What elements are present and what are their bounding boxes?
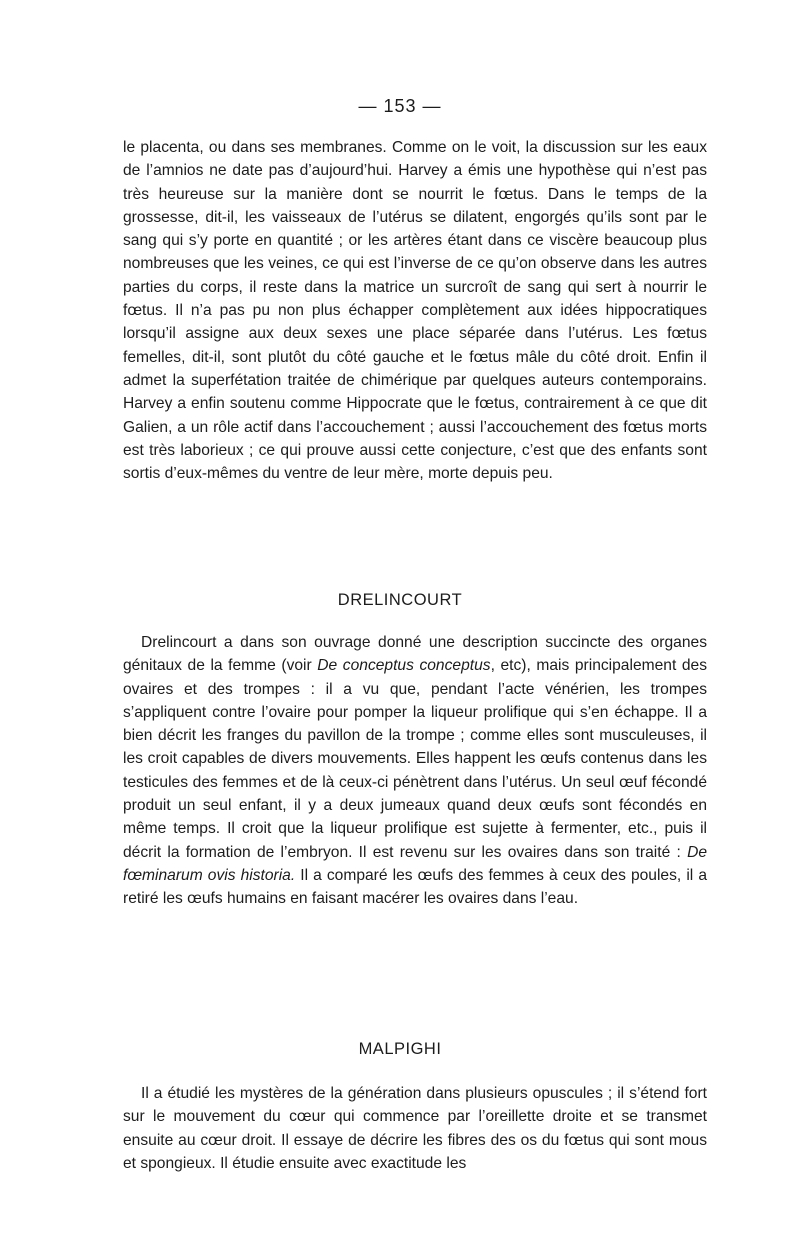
intro-paragraph-block — [123, 136, 707, 485]
drelincourt-title-de-foeminarum: De fœminarum ovis historia. — [123, 843, 707, 884]
section-heading-malpighi: MALPIGHI — [358, 1040, 442, 1058]
drelincourt-title-de-conceptus: De conceptus conceptus — [317, 657, 491, 675]
drelincourt-paragraph-block — [123, 631, 707, 911]
drelincourt-text-1: Drelincourt a dans son ouvrage donné une description succincte des organes génitaux de la femme (voir — [123, 634, 707, 675]
drelincourt-text-3: Il a comparé les œufs des femmes à ceux des poules, il a retiré les œufs humains en faisant macérer les ovaires dans l’eau. — [123, 866, 707, 908]
drelincourt-paragraph — [123, 631, 707, 911]
intro-paragraph: le placenta, ou dans ses membranes. Comme on le voit, la discussion sur les eaux de l’amnios ne date pas d’aujourd’hui. Harvey a émis une hypothèse qui n’est pas très heureuse sur la manière dont se nourrit le fœtus. Dans le temps de la grossesse, dit-il, les vaisseaux de l’utérus se dilatent, engorgés qu’ils sont par le sang qui s’y porte en quantité ; or les artères étant dans ce viscère beaucoup plus nombreuses que les veines, ce qui est l’inverse de ce qu’on observe dans les autres parties du corps, il reste dans la matrice un surcroît de sang qui sert à nourrir le fœtus. Il n’a pas pu non plus échapper complètement aux idées hippocratiques lorsqu’il assigne aux deux sexes une place séparée dans l’utérus. Les fœtus femelles, dit-il, sont plutôt du côté gauche et le fœtus mâle du côté droit. Enfin il admet la superfétation traitée de chimérique par quelques auteurs contemporains. Harvey a enfin soutenu comme Hippocrate que le fœtus, contrairement à ce que dit Galien, a un rôle actif dans l’accouchement ; aussi l’accouchement des fœtus morts est très laborieux ; ce qui prouve aussi cette conjecture, c’est que des enfants sont sortis d’eux-mêmes du ventre de leur mère, morte depuis peu. — [123, 139, 707, 483]
section-heading-drelincourt: DRELINCOURT — [337, 591, 463, 609]
drelincourt-text-2: , etc), mais principalement des ovaires et des trompes : il a vu que, pendant l’acte vénérien, les trompes s’appliquent contre l’ovaire pour pomper la liqueur prolifique qui s’en échappe. Il a bien décrit les franges du pavillon de la trompe ; comme elles sont musculeuses, il les croit capables de divers mouvements. Elles happent les œufs contenus dans les testicules des femmes et de là ceux-ci pénètrent dans l’utérus. Un seul œuf fécondé produit un seul enfant, il y a deux jumeaux quand deux œufs sont fécondés en même temps. Il croit que la liqueur prolifique est sujette à fermenter, etc., puis il décrit la formation de l’embryon. Il est revenu sur les ovaires dans son traité : — [123, 657, 708, 861]
malpighi-paragraph: Il a étudié les mystères de la génération dans plusieurs opuscules ; il s’étend fort sur le mouvement du cœur qui commence par l’oreillette droite et se transmet ensuite au cœur droit. Il essaye de décrire les fibres des os du fœtus qui sont mous et spongieux. Il étudie ensuite avec exactitude les — [123, 1085, 707, 1172]
page-number: — 153 — — [358, 96, 442, 116]
malpighi-paragraph-block — [123, 1082, 707, 1175]
